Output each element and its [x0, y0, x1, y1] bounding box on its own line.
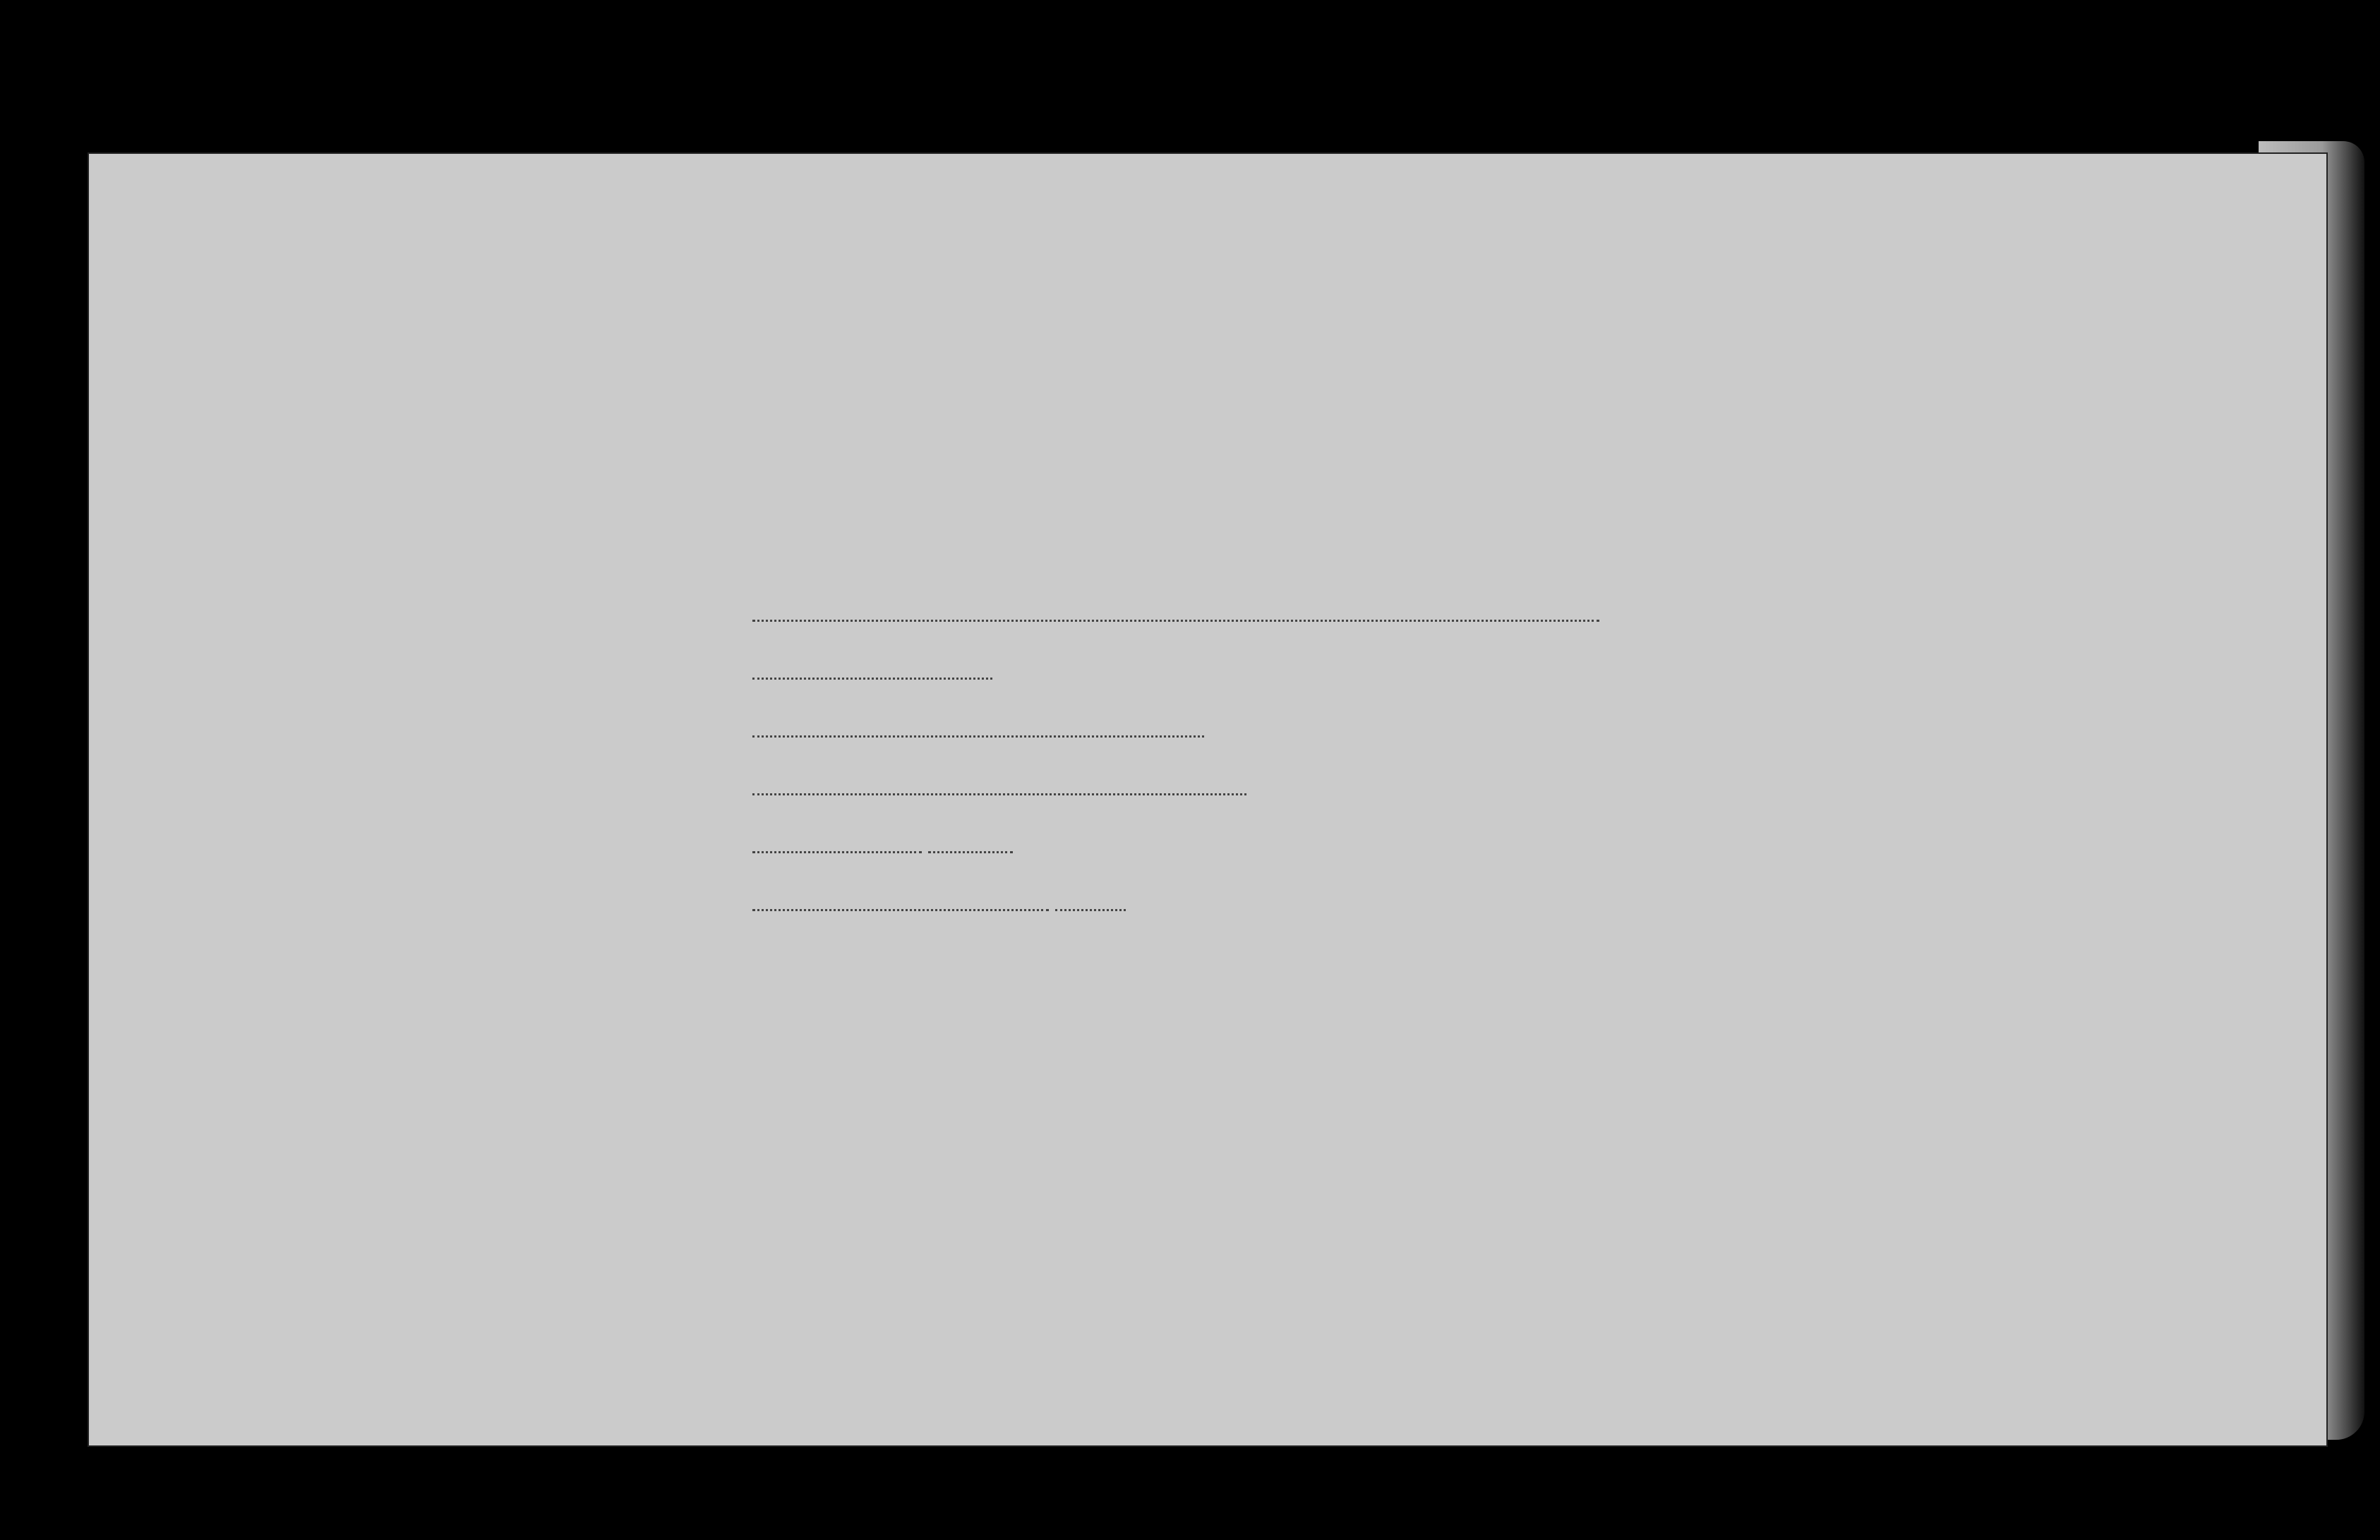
- question-sales-place: [752, 892, 1126, 916]
- question-farmed: [752, 776, 1246, 800]
- question-land-type: [752, 718, 1204, 742]
- question-owner-line2: [752, 603, 1599, 627]
- census-form-sheet: [88, 152, 2328, 1447]
- question-nearest-village: [752, 834, 1013, 858]
- question-other-land: [752, 661, 992, 685]
